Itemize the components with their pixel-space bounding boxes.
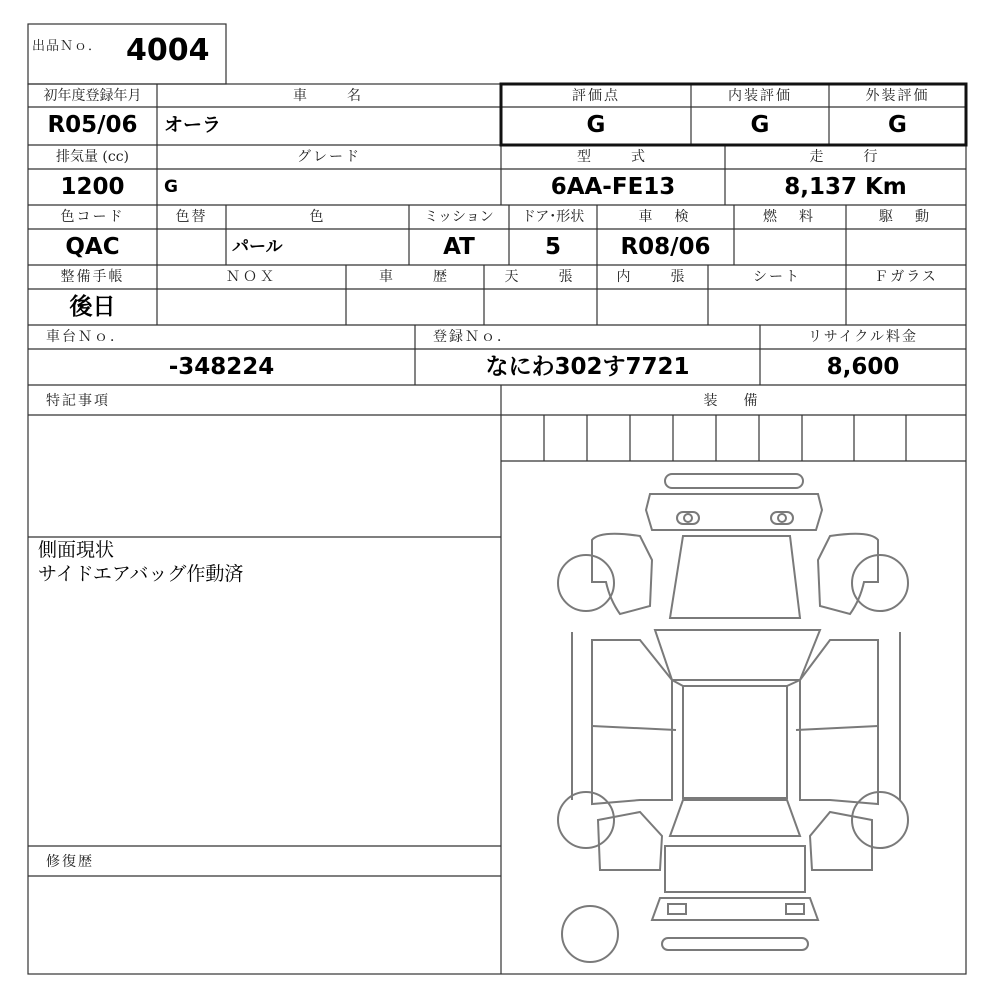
registration-value: なにわ302す7721 <box>485 354 690 380</box>
chassis-label: 車台Ｎｏ． <box>46 329 126 345</box>
lot-number: 4004 <box>126 33 210 68</box>
trunk <box>665 846 805 892</box>
roof <box>683 686 787 798</box>
nox-label: ＮＯＸ <box>226 269 277 285</box>
ceiling-label: 天 張 <box>504 269 577 285</box>
equipment-label: 装 備 <box>703 393 764 409</box>
repair-history-label: 修復歴 <box>46 854 94 870</box>
registration-label: 登録Ｎｏ． <box>433 329 513 345</box>
side-airbag-note: サイドエアバッグ作動済 <box>38 563 244 585</box>
grade-value: G <box>164 177 178 197</box>
exterior-label: 外装評価 <box>865 88 930 104</box>
displacement-label: 排気量 (cc) <box>55 149 130 165</box>
mission-label: ミッション <box>424 209 494 225</box>
fuel-label: 燃 料 <box>763 209 817 225</box>
special-notes-label: 特記事項 <box>46 393 110 409</box>
lot-number-label: 出品Ｎｏ． <box>32 39 103 54</box>
color-code-label: 色コード <box>60 209 125 225</box>
history-label: 車 歴 <box>379 269 451 285</box>
recycle-value: 8,600 <box>826 354 900 380</box>
right-front-wheel <box>852 555 908 611</box>
front-bumper <box>646 494 822 530</box>
displacement-value: 1200 <box>60 174 125 200</box>
windshield <box>655 630 820 680</box>
color-value: パール <box>232 237 283 257</box>
spare-tire <box>562 906 618 962</box>
interior-value: G <box>750 112 770 138</box>
color-change-label: 色替 <box>175 209 208 225</box>
score-value: G <box>586 112 606 138</box>
left-rear-wheel <box>558 792 614 848</box>
grade-label: グレード <box>297 149 361 165</box>
color-code-value: QAC <box>65 234 120 260</box>
right-front-fender <box>818 534 878 614</box>
rear-bumper-bottom <box>662 938 808 950</box>
exterior-value: G <box>888 112 907 138</box>
left-front-fender <box>592 534 652 614</box>
front-lights <box>677 512 793 524</box>
inspection-value: R08/06 <box>620 234 711 260</box>
car-name-label: 車 名 <box>293 88 365 104</box>
model-value: 6AA-FE13 <box>550 174 676 200</box>
glass-label: Ｆガラス <box>874 269 938 285</box>
first-registration-label: 初年度登録年月 <box>43 88 142 104</box>
car-name-value: オーラ <box>164 114 222 136</box>
score-label: 評価点 <box>572 88 620 104</box>
front-bumper-top <box>665 474 803 488</box>
left-rear-fender <box>598 812 662 870</box>
chassis-value: -348224 <box>168 354 275 380</box>
first-registration-value: R05/06 <box>47 112 138 138</box>
inspection-label: 車 検 <box>638 209 693 225</box>
door-label: ドア･形状 <box>521 209 585 225</box>
mission-value: AT <box>443 234 475 260</box>
rear-window <box>670 800 800 836</box>
rear-bumper <box>652 898 818 920</box>
right-doors <box>800 640 878 804</box>
hood <box>670 536 800 618</box>
recycle-label: リサイクル料金 <box>807 329 919 345</box>
right-rear-wheel <box>852 792 908 848</box>
inner-label: 内 張 <box>616 269 689 285</box>
model-label: 型 式 <box>577 149 649 165</box>
mileage-label: 走 行 <box>809 149 882 165</box>
side-condition-heading: 側面現状 <box>38 539 115 561</box>
left-doors <box>592 640 672 804</box>
drive-label: 駆 動 <box>879 209 933 225</box>
maintenance-value: 後日 <box>69 294 116 320</box>
color-label: 色 <box>309 209 326 225</box>
mileage-value: 8,137 Km <box>784 174 907 200</box>
maintenance-label: 整備手帳 <box>60 269 125 285</box>
interior-label: 内装評価 <box>728 88 792 104</box>
door-value: 5 <box>544 234 561 260</box>
seat-label: シート <box>753 269 801 285</box>
